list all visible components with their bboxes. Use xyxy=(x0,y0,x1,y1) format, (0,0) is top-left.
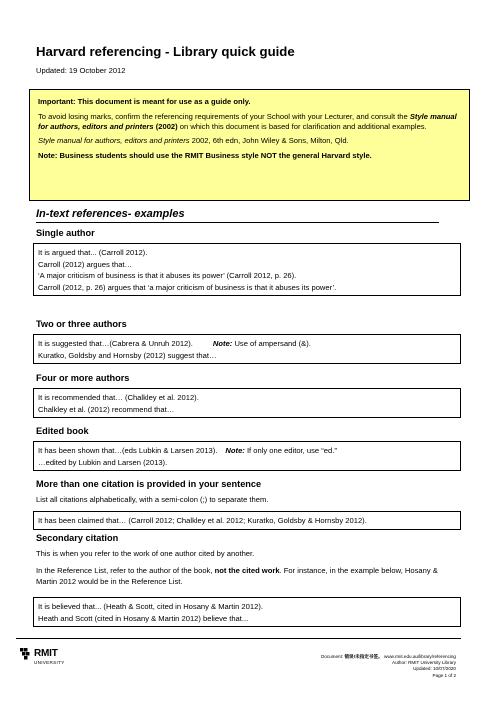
footer-page-number: Page 1 of 2 xyxy=(432,672,456,678)
example-line: Chalkley et al. (2012) recommend that… xyxy=(38,404,175,414)
note-text: Use of ampersand (&). xyxy=(232,339,311,348)
footer-document-label: Document: xyxy=(320,654,345,659)
notice-text: To avoid losing marks, confirm the referencing requirements of your School with your Lecturer, and consult the xyxy=(38,111,410,121)
example-line: It is believed that... (Heath & Scott, cited in Hosany & Martin 2012). xyxy=(38,602,263,611)
example-line xyxy=(38,338,456,350)
footer-author: Author: RMIT University Library xyxy=(392,660,456,666)
footer-updated: Updated: 10/07/2020 xyxy=(413,666,456,672)
document-title: Harvard referencing - Library quick guide xyxy=(36,44,295,59)
example-line xyxy=(38,445,456,457)
example-line: …edited by Lubkin and Larsen (2013). xyxy=(38,457,168,467)
footer-url: www.rmit.edu.au/library/referencing xyxy=(382,654,456,659)
notice-paragraph xyxy=(38,112,461,132)
example-line: Kuratko, Goldsby and Hornsby (2012) suggest that… xyxy=(38,350,217,360)
secondary-text: In the Reference List, refer to the author of the book, xyxy=(36,566,215,575)
example-line: It is recommended that… (Chalkley et al. 2012). xyxy=(38,393,199,402)
secondary-text-end: . For instance, in the example below, Hosany & Martin 2012 would be in the Reference List. xyxy=(36,566,438,586)
manual-title: Style manual for authors, editors and printers xyxy=(38,111,457,131)
heading-four-more-authors: Four or more authors xyxy=(36,373,130,383)
example-line: Heath and Scott (cited in Hosany & Martin 2012) believe that... xyxy=(38,613,249,623)
note-text: If only one editor, use “ed.” xyxy=(244,446,337,455)
notice-heading: Important: This document is meant for use as a guide only. xyxy=(38,97,251,106)
example-line: It is argued that... (Carroll 2012). xyxy=(38,248,148,257)
note-label: Note: xyxy=(225,446,245,455)
heading-two-three-authors: Two or three authors xyxy=(36,319,127,329)
secondary-bold: not the cited work xyxy=(214,566,280,575)
business-note: Note: Business students should use the RMIT Business style NOT the general Harvard style. xyxy=(38,151,372,161)
example-line: It has been claimed that… (Carroll 2012; Chalkley et al. 2012; Kuratko, Goldsby & Hornsby 2012). xyxy=(38,516,367,525)
rmit-logo xyxy=(20,648,80,674)
note-label: Note: xyxy=(212,339,233,348)
multiple-intro: List all citations alphabetically, with a semi-colon (;) to separate them. xyxy=(36,495,269,504)
logo-subtext: UNIVERSITY xyxy=(34,660,65,665)
example-line: Carroll (2012) argues that… xyxy=(38,259,133,269)
example-text: It is suggested that…(Cabrera & Unruh 2012). xyxy=(38,339,193,348)
example-text: It has been shown that…(eds Lubkin & Larsen 2013). xyxy=(38,446,218,455)
footer-metadata xyxy=(321,654,456,679)
example-box-single-author xyxy=(33,243,461,296)
example-box-multiple-citations xyxy=(33,511,461,530)
heading-secondary-citation: Secondary citation xyxy=(36,533,119,543)
example-box-secondary-citation xyxy=(33,597,461,627)
heading-single-author: Single author xyxy=(36,228,95,238)
example-line: Carroll (2012, p. 26) argues that ‘a major criticism of business is that it abuses its power’. xyxy=(38,282,337,292)
section-title: In-text references- examples xyxy=(36,208,439,223)
important-notice-box xyxy=(29,89,470,201)
example-box-four-more-authors xyxy=(33,388,461,418)
notice-citation xyxy=(38,136,461,146)
secondary-paragraph xyxy=(36,566,456,587)
secondary-intro: This is when you refer to the work of one author cited by another. xyxy=(36,549,255,558)
rmit-logo-icon xyxy=(20,648,32,660)
logo-text: RMIT xyxy=(34,648,58,659)
citation-rest: 2002, 6th edn, John Wiley & Sons, Milton, Qld. xyxy=(189,136,349,146)
example-box-two-three-authors xyxy=(33,334,461,364)
example-box-edited-book xyxy=(33,441,461,471)
manual-year: (2002) xyxy=(153,121,178,131)
footer-divider xyxy=(16,638,461,639)
notice-text-end: on which this document is based for clarification and additional examples. xyxy=(177,121,427,131)
heading-edited-book: Edited book xyxy=(36,426,89,436)
updated-date: Updated: 19 October 2012 xyxy=(36,66,126,75)
footer-document-value: 错误!未指定书签。 xyxy=(344,654,383,659)
example-line: ‘A major criticism of business is that it abuses its power’ (Carroll 2012, p. 26). xyxy=(38,271,297,280)
citation-title: Style manual for authors, editors and printers xyxy=(38,136,190,146)
heading-multiple-citations: More than one citation is provided in your sentence xyxy=(36,479,262,489)
